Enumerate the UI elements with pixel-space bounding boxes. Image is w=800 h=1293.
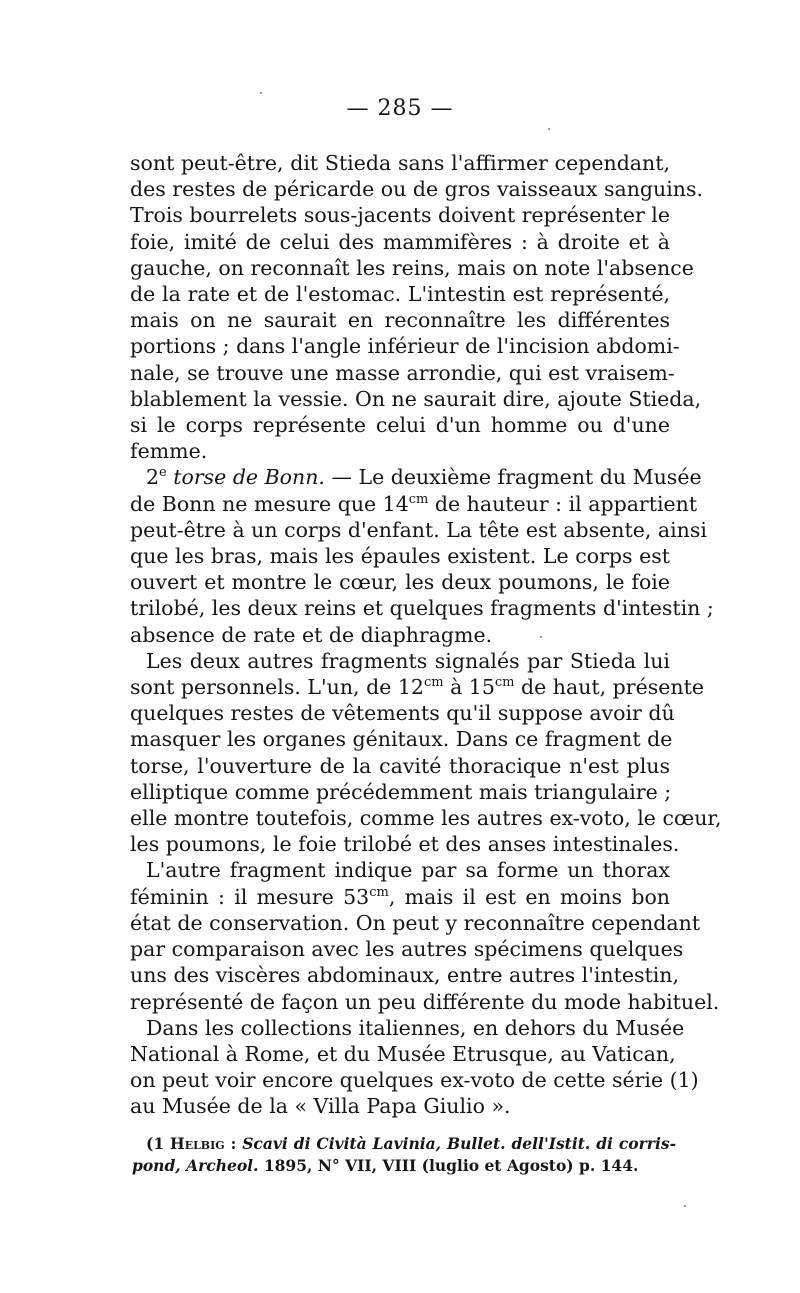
scan-speck <box>684 1205 686 1207</box>
section-heading: torse de Bonn. <box>166 465 325 490</box>
text-line: femme. <box>130 439 208 464</box>
text-line: National à Rome, et du Musée Etrusque, au Vatican, <box>130 1041 676 1066</box>
text-line: Trois bourrelets sous-jacents doivent représenter le <box>130 203 670 228</box>
text-line: foie, imité de celui des mammifères : à droite et à <box>130 229 670 254</box>
text-span: sont personnels. L'un, de 12 <box>130 675 424 700</box>
text-line <box>130 491 698 517</box>
text-line: nale, se trouve une masse arrondie, qui est vraisem- <box>130 360 675 385</box>
paragraph-2 <box>130 464 714 647</box>
footnote-author: Helbig <box>170 1134 225 1153</box>
footnote-marker: (1 <box>146 1134 171 1153</box>
scan-speck <box>548 128 550 130</box>
text-line: peut-être à un corps d'enfant. La tête est absente, ainsi <box>130 517 707 542</box>
scan-speck <box>540 636 542 638</box>
paragraph-4 <box>130 857 720 1014</box>
text-line <box>130 464 702 490</box>
text-line: gauche, on reconnaît les reins, mais on note l'absence <box>130 255 694 280</box>
text-line: représenté de façon un peu différente du mode habituel. <box>130 989 720 1014</box>
text-span: de hauteur : il appartient <box>428 491 698 516</box>
text-line: les poumons, le foie trilobé et des anses intestinales. <box>130 832 680 857</box>
paragraph-3 <box>130 648 722 858</box>
footnote-journal: pond, Archeol. <box>132 1156 259 1175</box>
footnote-title: Scavi di Cività Lavinia, Bullet. dell'Istit. di corris- <box>242 1134 677 1153</box>
text-line: de la rate et de l'estomac. L'intestin est représenté, <box>130 282 670 307</box>
footnote-line <box>132 1133 676 1155</box>
text-line: masquer les organes génitaux. Dans ce fragment de <box>130 727 673 752</box>
text-span: : <box>224 1134 243 1153</box>
paragraph-5 <box>130 1015 699 1120</box>
text-span: à 15 <box>443 675 495 700</box>
text-line: on peut voir encore quelques ex-voto de cette série (1) <box>130 1068 699 1093</box>
text-line: ouvert et montre le cœur, les deux poumons, le foie <box>130 570 670 595</box>
text-span: 1895, N° VII, VIII (luglio et Agosto) p. 144. <box>258 1156 639 1175</box>
text-line <box>130 884 670 910</box>
text-line: trilobé, les deux reins et quelques fragments d'intestin ; <box>130 596 714 621</box>
text-span: — Le deuxième fragment du Musée <box>324 465 702 490</box>
section-number: 2 <box>146 465 160 490</box>
text-line: si le corps représente celui d'un homme ou d'une <box>130 413 670 438</box>
text-line: absence de rate et de diaphragme. <box>130 622 493 647</box>
text-line: L'autre fragment indique par sa forme un thorax <box>146 858 670 883</box>
text-line: Les deux autres fragments signalés par Stieda lui <box>146 648 670 673</box>
text-line: quelques restes de vêtements qu'il suppose avoir dû <box>130 701 675 726</box>
text-line: elliptique comme précédemment mais triangulaire ; <box>130 779 672 804</box>
text-span: féminin : il mesure 53 <box>130 884 370 909</box>
ordinal-superscript: e <box>159 465 167 481</box>
text-line: par comparaison avec les autres spécimens quelques <box>130 937 684 962</box>
text-line: mais on ne saurait en reconnaître les différentes <box>130 308 670 333</box>
footnote <box>132 1133 676 1177</box>
text-line: que les bras, mais les épaules existent. Le corps est <box>130 544 670 569</box>
text-line: torse, l'ouverture de la cavité thoracique n'est plus <box>130 753 670 778</box>
body-text <box>130 150 722 1120</box>
text-line: Dans les collections italiennes, en dehors du Musée <box>146 1015 685 1040</box>
text-line: état de conservation. On peut y reconnaître cependant <box>130 910 701 935</box>
text-line: blablement la vessie. On ne saurait dire, ajoute Stieda, <box>130 386 702 411</box>
text-span: de Bonn ne mesure que 14 <box>130 491 409 516</box>
text-span: , mais il est en moins bon <box>388 884 670 909</box>
text-line: des restes de péricarde ou de gros vaisseaux sanguins. <box>130 177 704 202</box>
unit-superscript: cm <box>423 675 444 691</box>
text-line: sont peut-être, dit Stieda sans l'affirmer cependant, <box>130 151 670 175</box>
text-line: au Musée de la « Villa Papa Giulio ». <box>130 1094 511 1119</box>
page-number: — 285 — <box>346 96 454 121</box>
text-span: de haut, présente <box>514 675 704 700</box>
text-line: uns des viscères abdominaux, entre autres l'intestin, <box>130 963 680 988</box>
unit-superscript: cm <box>494 675 515 691</box>
footnote-line <box>132 1155 676 1177</box>
text-line: portions ; dans l'angle inférieur de l'incision abdomi- <box>130 334 680 359</box>
unit-superscript: cm <box>408 491 429 507</box>
paragraph-1 <box>130 150 704 464</box>
unit-superscript: cm <box>369 884 389 900</box>
scan-speck <box>260 92 262 94</box>
text-line: elle montre toutefois, comme les autres ex-voto, le cœur, <box>130 806 722 831</box>
text-line <box>130 674 704 700</box>
